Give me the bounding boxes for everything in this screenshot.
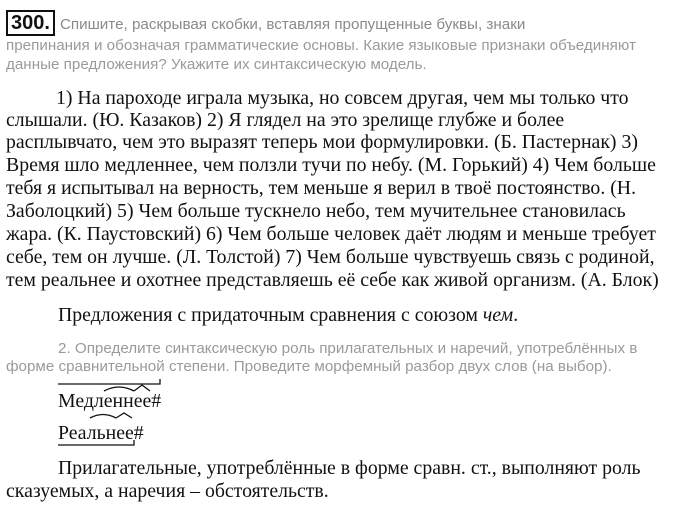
task-line-2: препинания и обозначая грамматические основы. Какие языковые признаки объединяют <box>6 37 636 54</box>
answer-line-6: Заболоцкий) 5) Чем больше тускнело небо, тем мучительнее становилась <box>6 200 626 222</box>
answer-line-4: Время шло медленнее, чем ползли тучи по небу. (М. Горький) 4) Чем больше <box>6 154 656 176</box>
answer-line-9: тем реальнее и охотнее представляешь её себе как живой организм. (А. Блок) <box>6 269 659 291</box>
conclusion: Предложения с придаточным сравнения с союзом чем. <box>58 304 519 326</box>
answer-line-3: расплывчато, чем это выразят теперь мои формулировки. (Б. Пастернак) 3) <box>6 131 638 153</box>
answer-line-7: жара. (К. Паустовский) 6) Чем больше человек даёт людям и меньше требует <box>6 223 656 245</box>
conclusion-italic: чем <box>482 304 514 326</box>
task-line-1: 300. Спишите, раскрывая скобки, вставляя пропущенные буквы, знаки <box>6 10 525 36</box>
answer-line-8: себе, тем он лучше. (Л. Толстой) 7) Чем больше чувствуешь связь с родиной, <box>6 246 655 268</box>
answer-line-2: слышали. (Ю. Казаков) 2) Я глядел на это зрелище глубже и более <box>6 109 565 131</box>
task2-line-1: 2. Определите синтаксическую роль прилагательных и наречий, употреблённых в <box>58 340 638 357</box>
task2-line-2: форме сравнительной степени. Проведите морфемный разбор двух слов (на выбор). <box>6 358 612 375</box>
morph-word-2: Реальнее# <box>58 422 144 444</box>
answer-line-5: тебя я испытывал на верность, тем меньше я верил в твоё постоянство. (Н. <box>6 177 637 199</box>
answer2-line-1: Прилагательные, употреблённые в форме сравн. ст., выполняют роль <box>58 457 641 479</box>
exercise-number: 300. <box>6 10 55 36</box>
task-line-3: данные предложения? Укажите их синтаксическую модель. <box>6 56 427 73</box>
morph-word-1: Медленнее# <box>58 390 162 412</box>
answer2-line-2: сказуемых, а наречия – обстоятельств. <box>6 480 329 502</box>
answer-line-1: 1) На пароходе играла музыка, но совсем другая, чем мы только что <box>56 87 629 109</box>
